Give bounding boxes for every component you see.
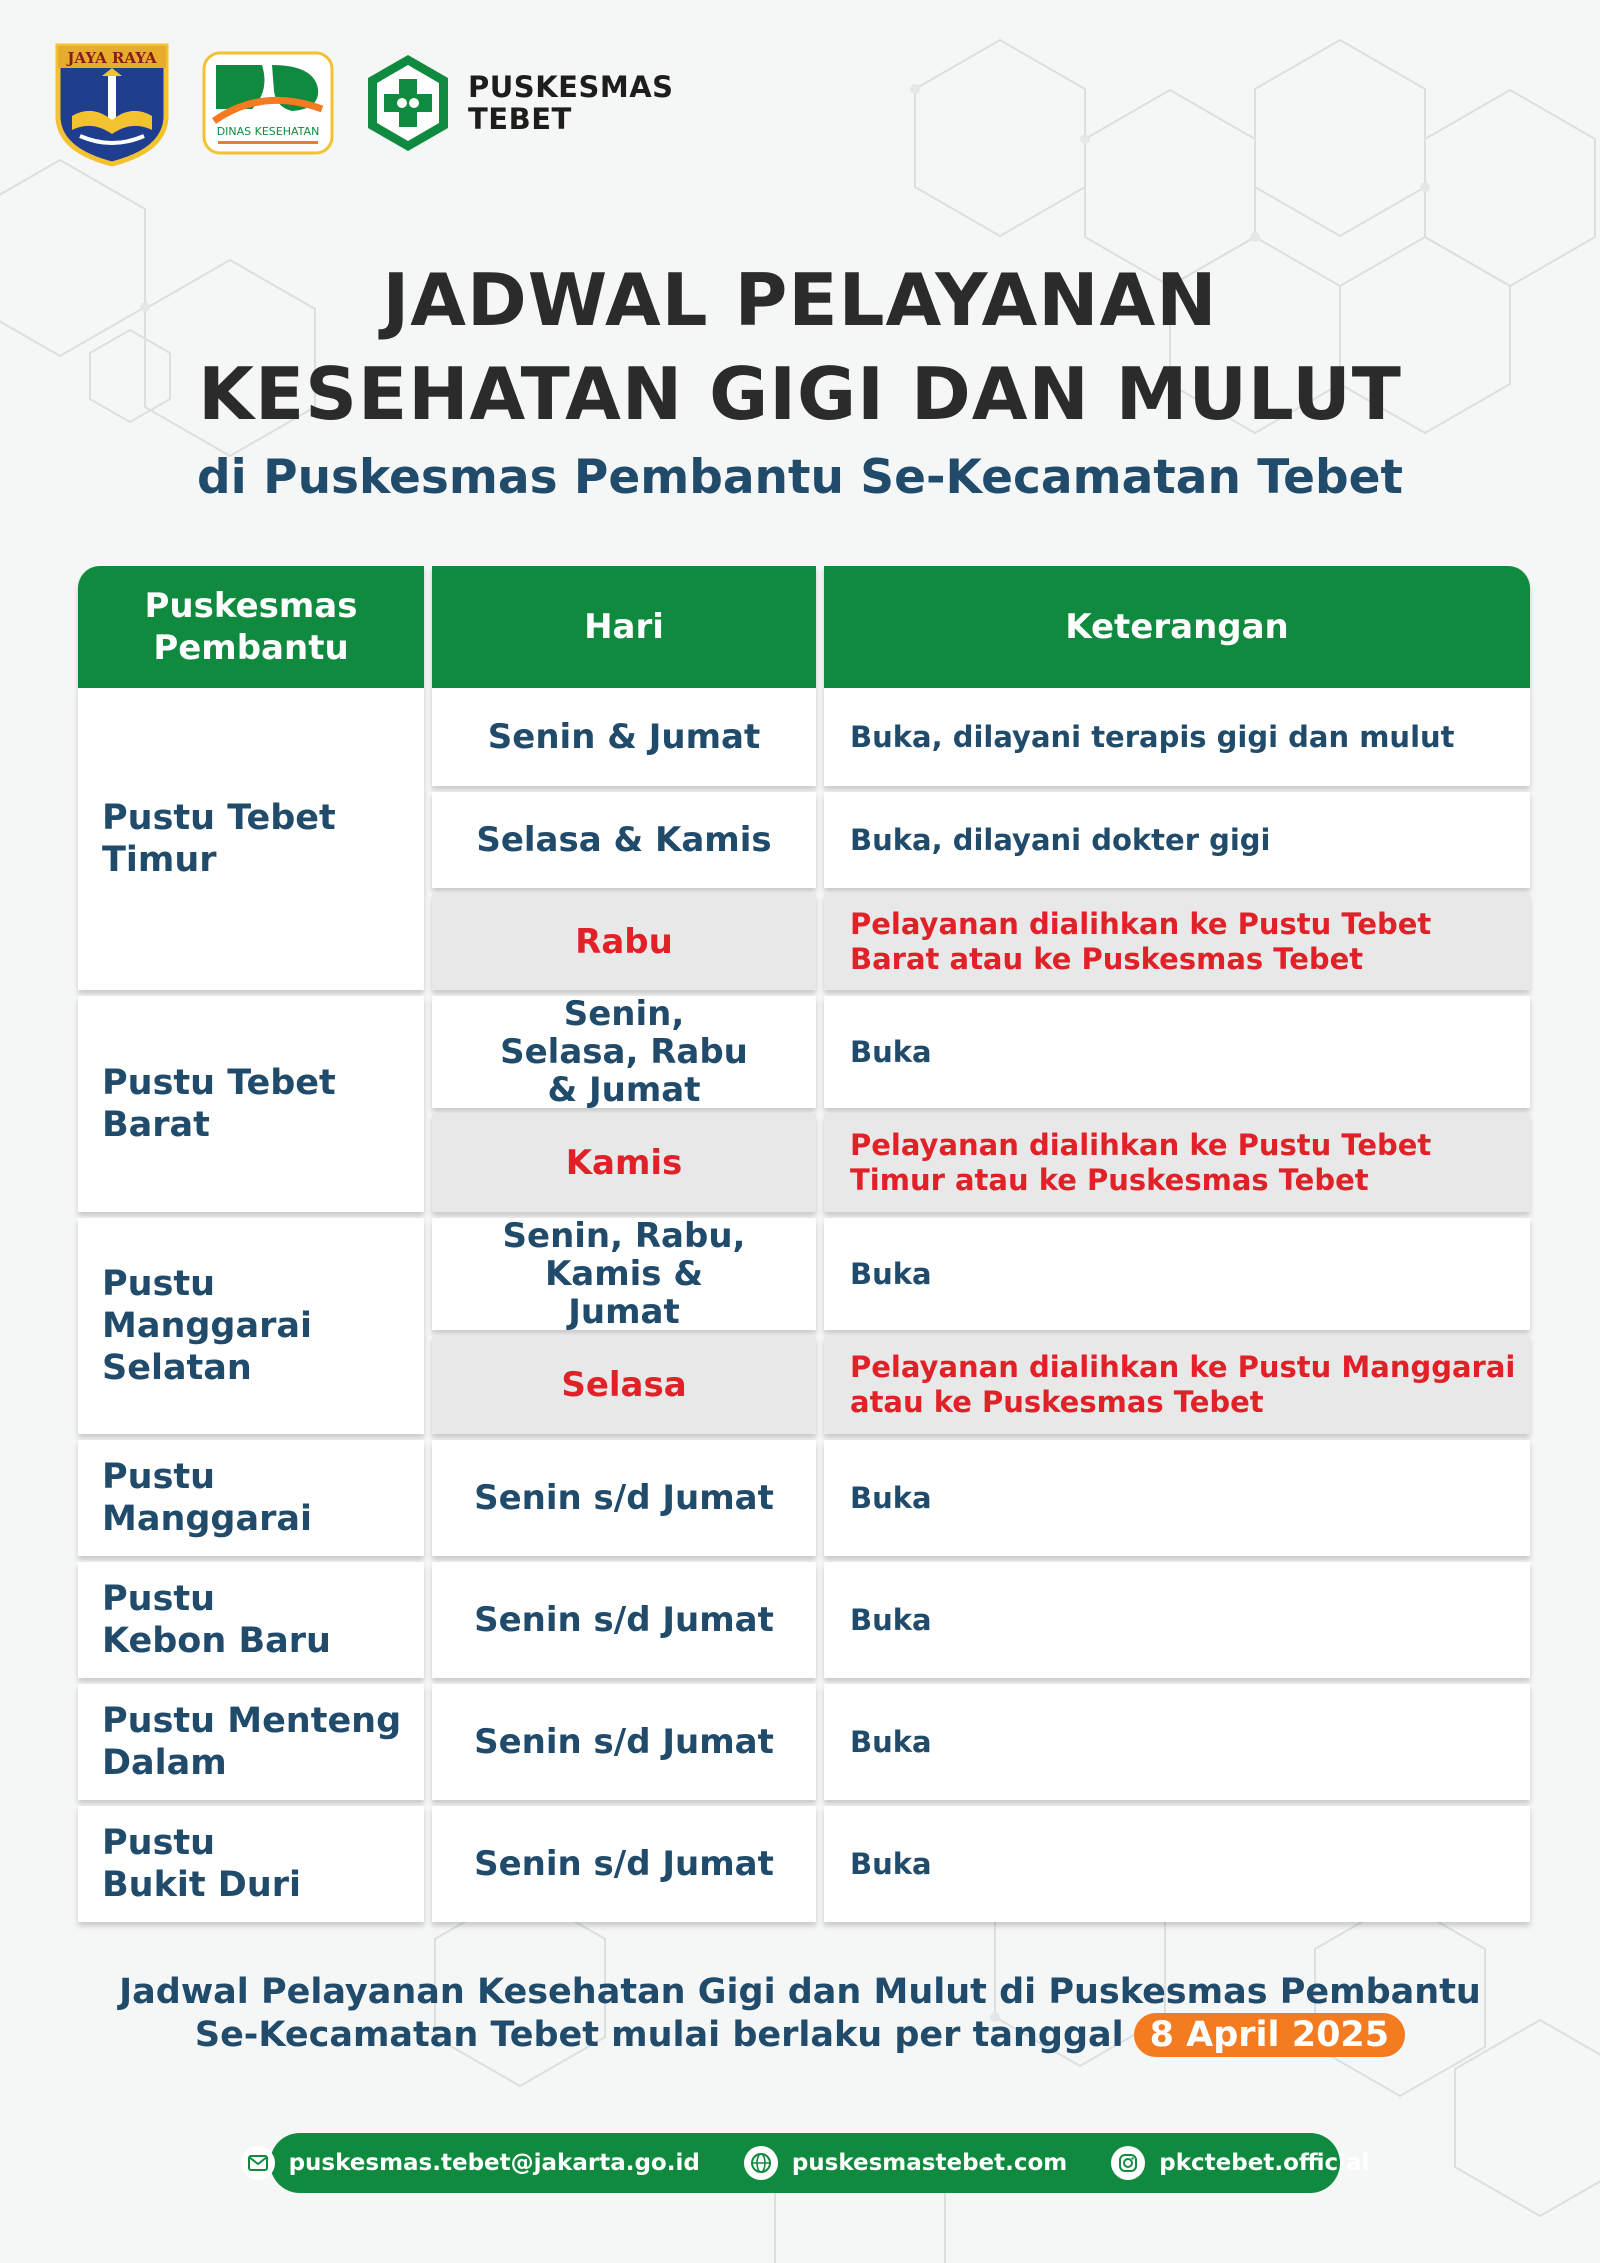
- day-cell: Senin s/d Jumat: [432, 1684, 816, 1800]
- contact-bar: [270, 2133, 1370, 2193]
- puskesmas-logo-line1: PUSKESMAS: [468, 70, 674, 104]
- note-cell: Buka: [824, 1806, 1530, 1922]
- note-cell-redirect: Pelayanan dialihkan ke Pustu Tebet Timur atau ke Puskesmas Tebet: [824, 1114, 1530, 1212]
- email-text: puskesmas.tebet@jakarta.go.id: [288, 2150, 700, 2176]
- row-name-menteng-dalam: Pustu Menteng Dalam: [78, 1684, 424, 1800]
- effective-date-text: Se-Kecamatan Tebet mulai berlaku per tanggal: [194, 2015, 1124, 2055]
- header-hari: Hari: [432, 566, 816, 688]
- row-name-tebet-barat: Pustu Tebet Barat: [78, 996, 424, 1212]
- day-cell-closed: Kamis: [432, 1114, 816, 1212]
- contact-website[interactable]: [722, 2146, 1089, 2180]
- day-cell-closed: Rabu: [432, 894, 816, 990]
- day-cell: Senin s/d Jumat: [432, 1440, 816, 1556]
- globe-icon: [744, 2146, 778, 2180]
- header-keterangan: Keterangan: [824, 566, 1530, 688]
- day-cell: Senin, Selasa, Rabu & Jumat: [432, 996, 816, 1108]
- note-cell: Buka, dilayani terapis gigi dan mulut: [824, 688, 1530, 786]
- day-cell: Senin s/d Jumat: [432, 1806, 816, 1922]
- header-puskesmas-pembantu: Puskesmas Pembantu: [78, 566, 424, 688]
- logo-bar: [50, 38, 674, 168]
- jaya-raya-text: JAYA RAYA: [67, 49, 157, 67]
- day-cell: Senin s/d Jumat: [432, 1562, 816, 1678]
- note-cell-redirect: Pelayanan dialihkan ke Pustu Manggarai atau ke Puskesmas Tebet: [824, 1336, 1530, 1434]
- effective-date-note-line1: Jadwal Pelayanan Kesehatan Gigi dan Mulut di Puskesmas Pembantu: [119, 1972, 1481, 2012]
- note-cell: Buka: [824, 996, 1530, 1108]
- note-cell: Buka: [824, 1562, 1530, 1678]
- website-text: puskesmastebet.com: [791, 2150, 1068, 2176]
- day-cell-closed: Selasa: [432, 1336, 816, 1434]
- day-cell: Senin & Jumat: [432, 688, 816, 786]
- note-cell-redirect: Pelayanan dialihkan ke Pustu Tebet Barat atau ke Puskesmas Tebet: [824, 894, 1530, 990]
- title-line1: JADWAL PELAYANAN: [382, 258, 1218, 342]
- row-name-manggarai-selatan: Pustu Manggarai Selatan: [78, 1218, 424, 1434]
- instagram-text: pkctebet.official: [1159, 2150, 1370, 2176]
- note-cell: Buka: [824, 1684, 1530, 1800]
- day-cell: Selasa & Kamis: [432, 792, 816, 888]
- note-cell: Buka: [824, 1440, 1530, 1556]
- row-name-tebet-timur: Pustu Tebet Timur: [78, 688, 424, 990]
- effective-date-note-line2: [0, 2013, 1600, 2057]
- dinkes-text: DINAS KESEHATAN: [216, 125, 320, 138]
- row-name-manggarai: Pustu Manggarai: [78, 1440, 424, 1556]
- contact-email[interactable]: [219, 2146, 722, 2180]
- instagram-icon: [1111, 2146, 1145, 2180]
- row-name-bukit-duri: Pustu Bukit Duri: [78, 1806, 424, 1922]
- dinas-kesehatan-logo: [202, 51, 334, 155]
- puskesmas-cross-icon: [362, 51, 454, 155]
- day-cell: Senin, Rabu, Kamis & Jumat: [432, 1218, 816, 1330]
- jakarta-emblem-logo: [50, 38, 174, 168]
- puskesmas-logo-line2: TEBET: [468, 102, 572, 136]
- email-icon: [241, 2146, 275, 2180]
- note-cell: Buka, dilayani dokter gigi: [824, 792, 1530, 888]
- effective-date-badge: 8 April 2025: [1134, 2013, 1406, 2057]
- row-name-kebon-baru: Pustu Kebon Baru: [78, 1562, 424, 1678]
- subtitle: di Puskesmas Pembantu Se-Kecamatan Tebet: [197, 450, 1403, 505]
- note-cell: Buka: [824, 1218, 1530, 1330]
- puskesmas-tebet-logo: [362, 51, 674, 155]
- title-line2: KESEHATAN GIGI DAN MULUT: [198, 352, 1402, 436]
- contact-instagram[interactable]: [1089, 2146, 1391, 2180]
